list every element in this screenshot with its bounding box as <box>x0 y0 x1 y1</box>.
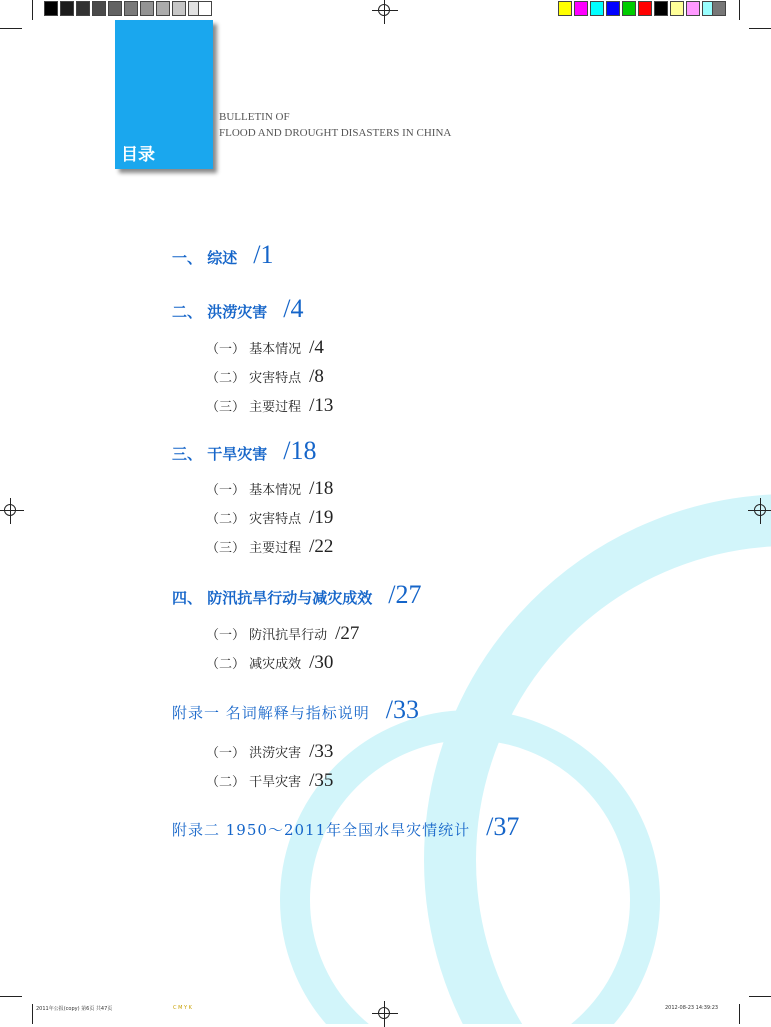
toc-subentry-page: /22 <box>309 536 334 557</box>
toc-subentry-label: （一） 洪涝灾害 <box>206 746 302 761</box>
toc-subentry-page: /19 <box>309 507 334 528</box>
toc-subentry[interactable] <box>206 741 333 763</box>
registration-mark-left <box>0 498 24 524</box>
crop-mark <box>749 28 771 29</box>
toc-subentry[interactable] <box>206 536 333 558</box>
toc-subentry[interactable] <box>206 507 333 529</box>
toc-subentry[interactable] <box>206 623 359 645</box>
toc-entry-label: 附录一 名词解释与指标说明 <box>172 704 370 722</box>
toc-subentry-page: /18 <box>309 478 334 499</box>
toc-subentry-label: （三） 主要过程 <box>206 541 302 556</box>
toc-subentry-page: /27 <box>335 623 360 644</box>
toc-entry-label: 附录二 1950～2011年全国水旱灾情统计 <box>172 821 471 839</box>
toc-entry-appendix-1[interactable] <box>172 695 419 725</box>
registration-mark-right <box>748 498 771 524</box>
toc-entry-label: 三、 干旱灾害 <box>172 445 268 463</box>
toc-entry-page: /37 <box>486 812 520 841</box>
toc-subentry-label: （一） 防汛抗旱行动 <box>206 628 328 643</box>
bulletin-line-2: FLOOD AND DROUGHT DISASTERS IN CHINA <box>219 127 452 139</box>
toc-entry-page: /27 <box>388 580 422 609</box>
toc-subentry-page: /33 <box>309 741 334 762</box>
bulletin-line-1: BULLETIN OF <box>219 111 290 123</box>
crop-mark <box>739 1004 740 1024</box>
crop-mark <box>32 0 33 20</box>
footer-cmyk: C M Y K <box>173 1005 192 1011</box>
toc-subentry-page: /4 <box>309 337 324 358</box>
toc-subentry-label: （二） 减灾成效 <box>206 657 302 672</box>
crop-mark <box>749 996 771 997</box>
toc-subentry-label: （一） 基本情况 <box>206 483 302 498</box>
toc-subentry[interactable] <box>206 395 333 417</box>
toc-entry-label: 四、 防汛抗旱行动与减灾成效 <box>172 589 373 607</box>
header-blue-block <box>115 20 213 169</box>
toc-subentry-label: （一） 基本情况 <box>206 342 302 357</box>
toc-entry-page: /1 <box>253 240 274 269</box>
toc-subentry-page: /8 <box>309 366 324 387</box>
toc-entry-overview[interactable] <box>172 240 273 270</box>
crop-mark <box>0 28 22 29</box>
toc-entry-page: /33 <box>385 695 420 724</box>
toc-subentry[interactable] <box>206 337 324 359</box>
toc-subentry-label: （二） 干旱灾害 <box>206 775 302 790</box>
footer-timestamp: 2012-08-23 14:39:23 <box>665 1005 719 1011</box>
toc-entry-page: /18 <box>283 436 317 465</box>
registration-mark-top <box>372 0 398 24</box>
toc-entry-label: 二、 洪涝灾害 <box>172 303 268 321</box>
toc-subentry-label: （三） 主要过程 <box>206 400 302 415</box>
toc-subentry[interactable] <box>206 652 333 674</box>
registration-mark-bottom <box>372 1001 398 1027</box>
toc-subentry-label: （二） 灾害特点 <box>206 371 302 386</box>
toc-subentry-label: （二） 灾害特点 <box>206 512 302 527</box>
toc-entry-appendix-2[interactable] <box>172 812 519 842</box>
toc-entry-page: /4 <box>283 294 304 323</box>
page-title: 目录 <box>121 145 155 165</box>
crop-mark <box>739 0 740 20</box>
toc-subentry[interactable] <box>206 478 333 500</box>
toc-subentry-page: /13 <box>309 395 334 416</box>
toc-entry-flood[interactable] <box>172 294 303 324</box>
toc-entry-drought[interactable] <box>172 436 316 466</box>
crop-mark <box>0 996 22 997</box>
bulletin-title <box>219 109 451 141</box>
crop-mark <box>32 1004 33 1024</box>
toc-subentry-page: /30 <box>309 652 334 673</box>
toc-subentry[interactable] <box>206 770 333 792</box>
toc-subentry[interactable] <box>206 366 324 388</box>
toc-entry-label: 一、 综述 <box>172 249 238 267</box>
footer-job-info: 2011年公报(copy) 第6页 共47页 <box>36 1006 113 1012</box>
toc-subentry-page: /35 <box>309 770 334 791</box>
toc-entry-prevention[interactable] <box>172 580 421 610</box>
